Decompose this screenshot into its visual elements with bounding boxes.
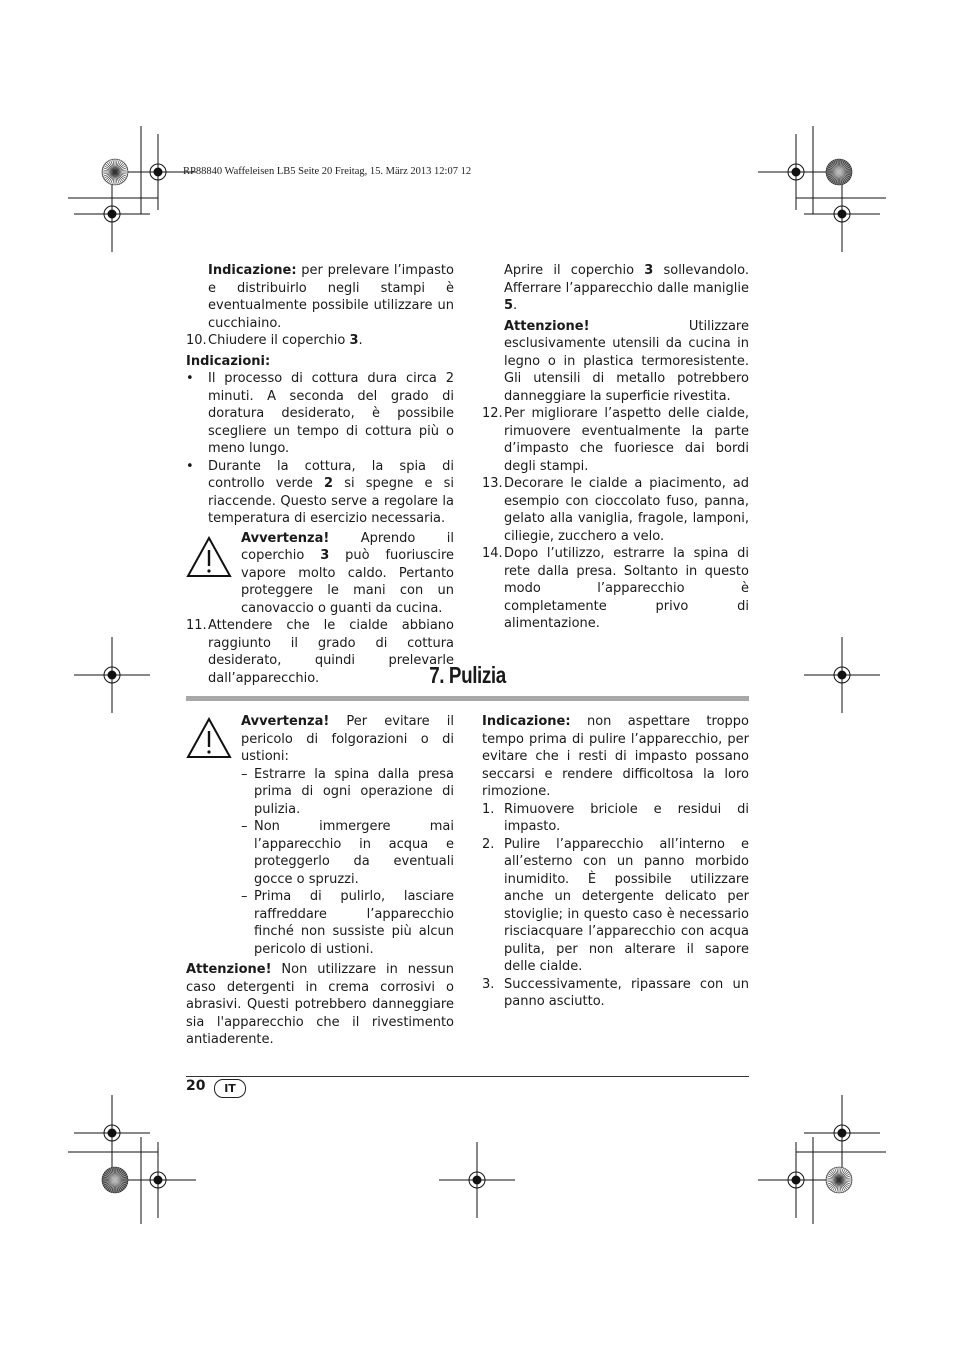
print-header: RP88840 Waffeleisen LB5 Seite 20 Freitag, 15. März 2013 12:07 12 bbox=[183, 166, 472, 177]
registration-crosshair bbox=[74, 1095, 150, 1171]
registration-crosshair bbox=[758, 134, 834, 210]
language-badge: IT bbox=[214, 1079, 246, 1098]
clean-step-3: 3. Successivamente, ripassare con un panno asciutto. bbox=[482, 976, 749, 1009]
step-12: 12. Per migliorare l’aspetto delle cialde, rimuovere eventualmente la parte d’impasto che fuoriesce dai bordi degli stampi. bbox=[482, 406, 749, 474]
footer-rule bbox=[186, 1076, 749, 1077]
registration-crosshair bbox=[804, 1095, 880, 1171]
page-number: 20 bbox=[186, 1078, 206, 1094]
registration-crosshair bbox=[439, 1142, 515, 1218]
step-11: 11. Attendere che le cialde abbiano raggiunto il grado di cottura desiderato, quindi prelevarle dall’apparecchio. bbox=[186, 618, 454, 686]
step-13: 13. Decorare le cialde a piacimento, ad esempio con cioccolato fuso, panna, gelato alla vaniglia, fragole, lamponi, ciliegie, zucchero a velo. bbox=[482, 476, 749, 544]
registration-crosshair bbox=[120, 1142, 196, 1218]
warning-steam-text: Avvertenza! Aprendo il coperchio 3 può fuoriuscire vapore molto caldo. Pertanto proteggere le mani con un canovaccio o guanti da cucina. bbox=[241, 530, 455, 616]
left-bottom-column bbox=[186, 713, 454, 1049]
warning-triangle-icon bbox=[186, 717, 232, 759]
registration-crosshair bbox=[758, 1142, 834, 1218]
registration-rosette bbox=[102, 1167, 128, 1193]
left-top-column bbox=[186, 262, 454, 687]
attention-utensils: Attenzione! Utilizzare esclusivamente utensili da cucina in legno o in plastica termoresistente. Gli utensili di metallo potrebbero danneggiare la superficie rivestita. bbox=[504, 318, 749, 404]
warning-steam-block bbox=[186, 530, 454, 618]
registration-rosette bbox=[102, 159, 128, 185]
registration-crosshair bbox=[804, 637, 880, 713]
section-title: 7. Pulizia bbox=[429, 662, 506, 688]
warning-triangle-icon bbox=[186, 536, 232, 578]
bullet-cooking-time: • Il processo di cottura dura circa 2 minuti. A seconda del grado di doratura desiderato, è possibile scegliere un tempo di cottura più o meno lungo. bbox=[186, 371, 454, 456]
bullet-indicator-light: • Durante la cottura, la spia di controllo verde 2 si spegne e si riaccende. Questo serve a regolare la temperatura di esercizio necessaria. bbox=[186, 458, 454, 526]
right-top-column bbox=[482, 262, 749, 633]
dash-item-no-water: – Non immergere mai l’apparecchio in acqua e proteggerlo da eventuali gocce o spruzzi. bbox=[241, 819, 454, 887]
registration-crosshair bbox=[804, 176, 880, 252]
clean-step-2: 2. Pulire l’apparecchio all’interno e all’esterno con un panno morbido inumidito. È possibile utilizzare anche un detergente delicato per stoviglie; in questo caso è necessario risciacquare l’apparecchio con acqua pulita, per non alterare il sapore delle cialde. bbox=[482, 836, 749, 974]
registration-crosshair bbox=[74, 176, 150, 252]
step-14: 14. Dopo l’utilizzo, estrarre la spina di rete dalla presa. Soltanto in questo modo l’apparecchio è completamente privo di alimentazione. bbox=[482, 546, 749, 631]
note-cleaning: Indicazione: non aspettare troppo tempo prima di pulire l’apparecchio, per evitare che i resti di impasto possano seccarsi e rendere difficoltosa la loro rimozione. bbox=[482, 714, 749, 799]
attention-detergents: Attenzione! Non utilizzare in nessun caso detergenti in crema corrosivi o abrasivi. Questi potrebbero danneggiare sia l'apparecchio che il rivestimento antiaderente. bbox=[186, 962, 454, 1047]
section-rule bbox=[186, 696, 749, 701]
warning-cleaning-block bbox=[186, 713, 454, 958]
notes-heading: Indicazioni: bbox=[186, 353, 271, 369]
dash-item-cool-down: – Prima di pulirlo, lasciare raffreddare l’apparecchio finché non sussiste più alcun pericolo di ustioni. bbox=[241, 889, 454, 957]
dash-item-unplug: – Estrarre la spina dalla presa prima di ogni operazione di pulizia. bbox=[241, 766, 454, 817]
open-lid-text: Aprire il coperchio 3 sollevandolo. Afferrare l’apparecchio dalle maniglie 5. bbox=[504, 263, 749, 313]
note-spoon: Indicazione: per prelevare l’impasto e distribuirlo negli stampi è eventualmente possibile utilizzare un cucchiaino. bbox=[208, 263, 454, 331]
registration-rosette bbox=[826, 159, 852, 185]
registration-crosshair bbox=[74, 637, 150, 713]
right-bottom-column bbox=[482, 713, 749, 1011]
step-10: 10. Chiudere il coperchio 3. bbox=[186, 333, 363, 348]
warning-cleaning-text: Avvertenza! Per evitare il pericolo di folgorazioni o di ustioni: bbox=[241, 714, 454, 764]
clean-step-1: 1. Rimuovere briciole e residui di impasto. bbox=[482, 801, 749, 834]
registration-rosette bbox=[826, 1167, 852, 1193]
